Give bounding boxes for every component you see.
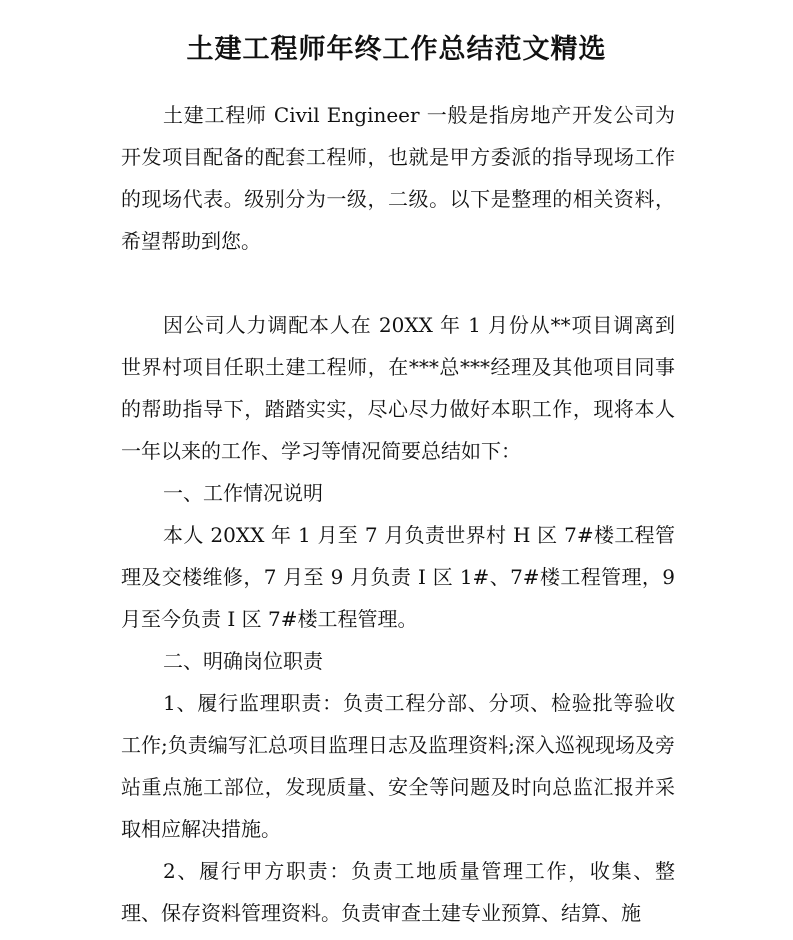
document-body	[121, 94, 675, 934]
paragraph-spacer	[121, 262, 675, 304]
section-heading-work-status: 一、工作情况说明	[163, 481, 323, 505]
duty-item-supervision: 1、履行监理职责：负责工程分部、分项、检验批等验收工作;负责编写汇总项目监理日志及监理资料;深入巡视现场及旁站重点施工部位，发现质量、安全等问题及时向总监汇报并采取相应解决措施。	[121, 691, 675, 841]
section-heading-duties: 二、明确岗位职责	[163, 649, 323, 673]
document-title: 土建工程师年终工作总结范文精选	[186, 34, 607, 66]
duty-item-owner: 2、履行甲方职责：负责工地质量管理工作，收集、整理、保存资料管理资料。负责审查土建专业预算、结算、施	[121, 859, 675, 925]
work-status-paragraph: 本人 20XX 年 1 月至 7 月负责世界村 H 区 7#楼工程管理及交楼维修，7 月至 9 月负责 I 区 1#、7#楼工程管理，9 月至今负责 I 区 7#楼工程管理。	[121, 523, 675, 631]
opening-paragraph: 因公司人力调配本人在 20XX 年 1 月份从**项目调离到世界村项目任职土建工程师，在***总***经理及其他项目同事的帮助指导下，踏踏实实，尽心尽力做好本职工作，现将本人一年以来的工作、学习等情况简要总结如下：	[121, 313, 675, 463]
intro-paragraph: 土建工程师 Civil Engineer 一般是指房地产开发公司为开发项目配备的配套工程师，也就是甲方委派的指导现场工作的现场代表。级别分为一级，二级。以下是整理的相关资料，希望帮助到您。	[121, 103, 675, 253]
